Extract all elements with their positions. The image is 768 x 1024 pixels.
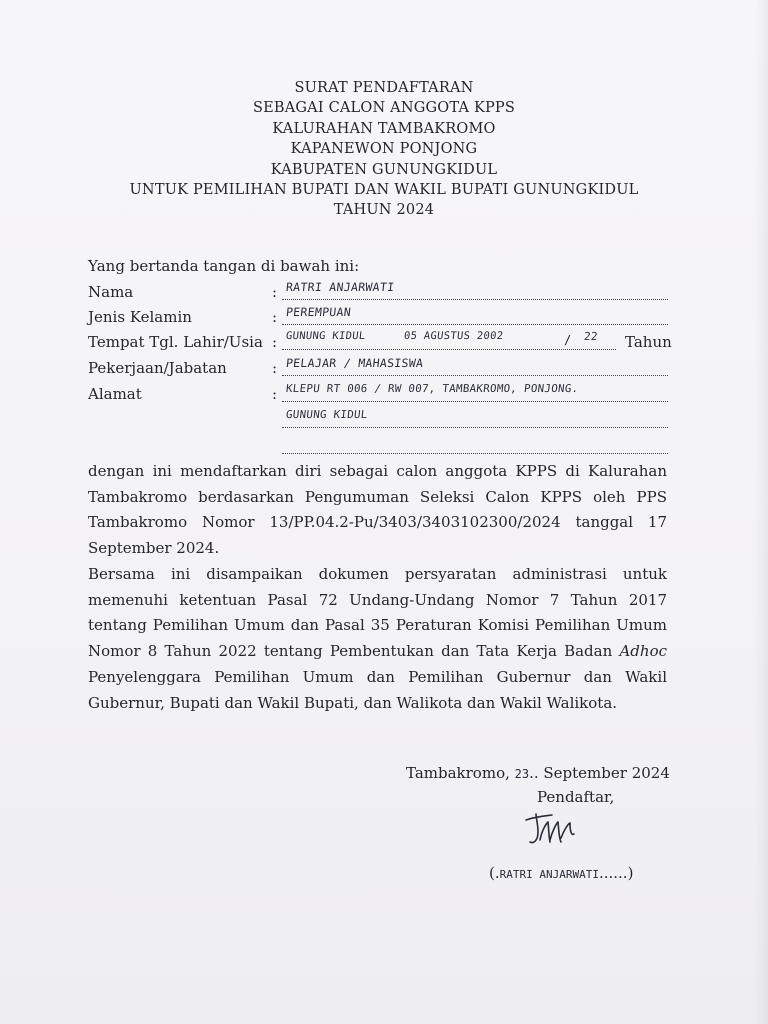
paragraph-line: Tambakromo berdasarkan Pengumuman Seleksi Calon KPPS oleh PPS	[88, 487, 667, 506]
heading-line: SEBAGAI CALON ANGGOTA KPPS	[252, 100, 516, 117]
field-colon: :	[272, 385, 278, 403]
handwritten-day: 23	[514, 767, 530, 781]
field-ttl	[88, 330, 678, 357]
field-label: Alamat	[88, 385, 142, 403]
date-suffix: .. September 2024	[529, 764, 670, 782]
field-colon: :	[272, 308, 278, 326]
heading-line: UNTUK PEMILIHAN BUPATI DAN WAKIL BUPATI GUNUNGKIDUL	[129, 182, 639, 199]
field-alamat-line-2	[88, 408, 678, 435]
handwritten-place: GUNUNG KIDUL	[285, 330, 367, 342]
handwritten-address-line-1: KLEPU RT 006 / RW 007, TAMBAKROMO, PONJONG.	[285, 382, 580, 395]
heading-line: SURAT PENDAFTARAN	[294, 80, 474, 96]
signer-role: Pendaftar,	[537, 788, 615, 806]
age-separator: /	[564, 333, 572, 347]
requirements-paragraph	[88, 562, 667, 716]
paragraph-line: September 2024.	[88, 539, 220, 558]
dotted-line	[282, 349, 616, 350]
heading-line: KABUPATEN GUNUNGKIDUL	[270, 161, 498, 178]
field-pekerjaan	[88, 356, 678, 383]
paragraph-text: Nomor 8 Tahun 2022 tentang Pembentukan dan Tata Kerja Badan	[88, 642, 620, 661]
dotted-line	[282, 427, 668, 428]
handwritten-signer-name: RATRI ANJARWATI	[499, 868, 599, 881]
name-open-bracket: (.	[489, 864, 500, 882]
paragraph-line: Gubernur, Bupati dan Wakil Bupati, dan Walikota dan Wakil Walikota.	[88, 693, 618, 712]
place-label: Tambakromo,	[406, 764, 515, 782]
field-colon: :	[272, 333, 278, 351]
name-close-bracket: ......)	[598, 864, 634, 882]
paper-edge-shadow	[754, 0, 768, 1024]
dotted-line	[282, 453, 668, 454]
field-alamat	[88, 382, 678, 409]
handwritten-value: PEREMPUAN	[285, 305, 352, 319]
paragraph-line: tentang Pemilihan Umum dan Pasal 35 Peraturan Komisi Pemilihan Umum	[88, 616, 667, 635]
paragraph-line: Penyelenggara Pemilihan Umum dan Pemilihan Gubernur dan Wakil	[88, 667, 667, 686]
signature-place-date	[406, 764, 670, 782]
field-label: Pekerjaan/Jabatan	[88, 359, 227, 377]
field-label: Nama	[88, 283, 134, 301]
dotted-line	[282, 375, 668, 376]
handwritten-signature	[516, 810, 596, 855]
field-colon: :	[272, 359, 278, 377]
handwritten-address-line-2: GUNUNG KIDUL	[285, 408, 369, 421]
field-colon: :	[272, 283, 278, 301]
age-unit: Tahun	[625, 333, 672, 351]
dotted-line	[282, 401, 668, 402]
italic-term: Adhoc	[619, 642, 667, 661]
intro-text: Yang bertanda tangan di bawah ini:	[88, 257, 360, 275]
paragraph-line: Tambakromo Nomor 13/PP.04.2-Pu/3403/3403102300/2024 tanggal 17	[88, 513, 667, 532]
heading-line: KALURAHAN TAMBAKROMO	[272, 120, 496, 137]
field-nama	[88, 280, 678, 307]
registration-paragraph	[88, 459, 667, 562]
dotted-line	[282, 324, 668, 325]
heading-line: TAHUN 2024	[333, 202, 435, 219]
paragraph-line	[88, 639, 667, 665]
handwritten-age: 22	[583, 330, 599, 343]
field-jenis-kelamin	[88, 305, 678, 332]
handwritten-value: PELAJAR / MAHASISWA	[285, 356, 424, 370]
field-label: Jenis Kelamin	[88, 308, 192, 326]
paragraph-line: dengan ini mendaftarkan diri sebagai calon anggota KPPS di Kalurahan	[88, 462, 667, 480]
document-heading	[60, 78, 708, 221]
heading-line: KAPANEWON PONJONG	[290, 141, 478, 158]
field-label: Tempat Tgl. Lahir/Usia	[88, 333, 263, 351]
field-alamat-line-3	[88, 437, 678, 461]
handwritten-value: RATRI ANJARWATI	[285, 280, 396, 294]
dotted-line	[282, 299, 668, 300]
handwritten-date: 05 AGUSTUS 2002	[403, 330, 504, 342]
paragraph-line: memenuhi ketentuan Pasal 72 Undang-Undang Nomor 7 Tahun 2017	[88, 590, 667, 609]
paragraph-line: Bersama ini disampaikan dokumen persyaratan administrasi untuk	[88, 565, 667, 583]
signer-name	[489, 864, 633, 882]
